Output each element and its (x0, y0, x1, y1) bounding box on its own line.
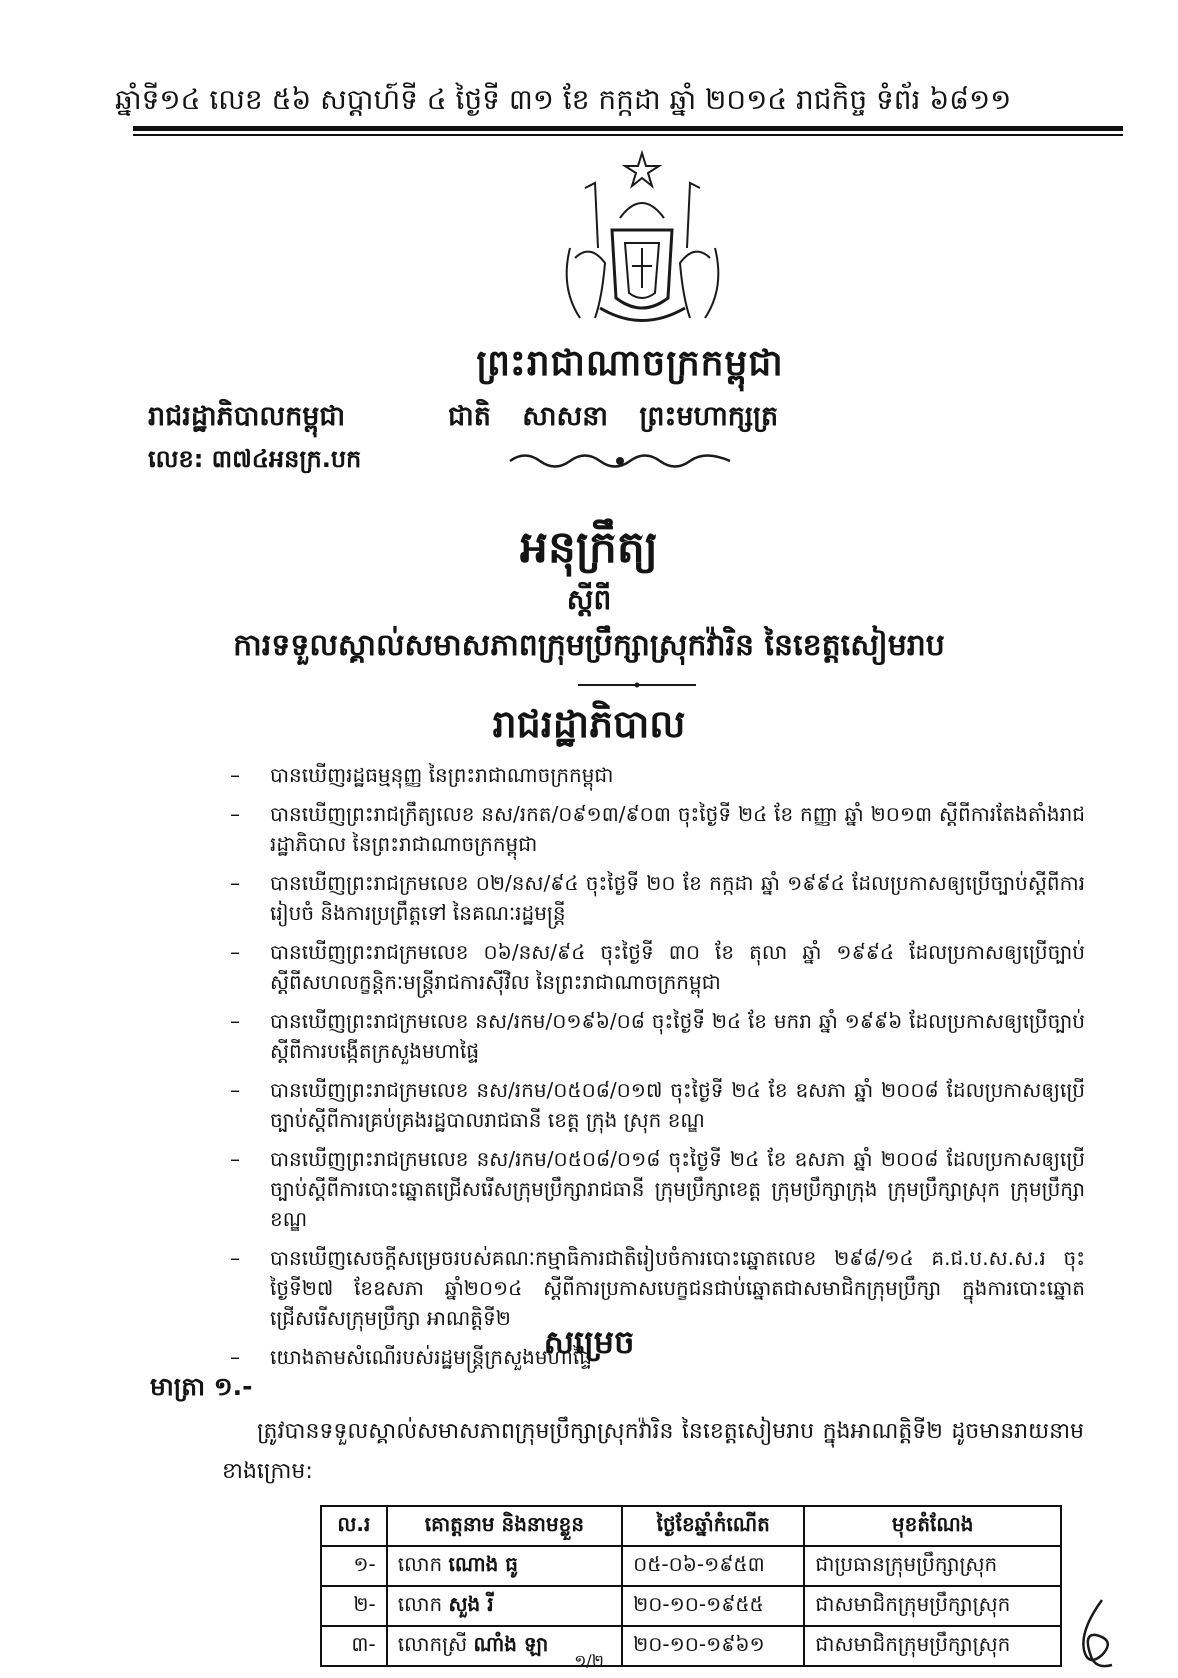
page-number: ១/២ (574, 1651, 604, 1670)
table-row (321, 1546, 1061, 1586)
decree-subject: ការទទួលស្គាល់សមាសភាពក្រុមប្រឹក្សាស្រុកវ៉ារិន នៃខេត្តសៀមរាប (233, 628, 945, 663)
member-name: ណោង ធូ (448, 1552, 518, 1576)
national-motto: ជាតិ សាសនា ព្រះមហាក្សត្រ (448, 401, 779, 432)
members-table (320, 1505, 1062, 1667)
cell-name (387, 1586, 622, 1626)
article-label: មាត្រា ១.- (150, 1372, 253, 1401)
cell-number: ២- (321, 1586, 387, 1626)
header-rule (133, 126, 1123, 131)
government-heading: រាជរដ្ឋាភិបាល (492, 702, 686, 746)
government-name: រាជរដ្ឋាភិបាលកម្ពុជា (148, 401, 346, 432)
consideration-item: – យោងតាមសំណើរបស់រដ្ឋមន្ត្រីក្រសួងមហាផ្ទៃ (230, 1342, 1085, 1372)
member-name: សួង រី (448, 1592, 494, 1616)
document-type: អនុក្រឹត្យ (520, 522, 658, 573)
cell-number: ៣- (321, 1626, 387, 1666)
cell-name (387, 1546, 622, 1586)
header-number: ល.រ (321, 1506, 387, 1546)
consideration-item: – បានឃើញព្រះរាជក្រមលេខ នស/រកម/០៥០៨/០១៧ ចុះថ្ងៃទី ២៤ ខែ ឧសភា ឆ្នាំ ២០០៨ ដែលប្រកាសឲ្យប្រើច្បាប់ស្តីពីការគ្រប់គ្រងរដ្ឋបាលរាជធានី ខេត្ត ក្រុង ស្រុក ខណ្ឌ (230, 1075, 1085, 1135)
handwritten-signature (1072, 1595, 1128, 1670)
consideration-item: – បានឃើញព្រះរាជក្រមលេខ នស/រកម/០១៩៦/០៨ ចុះថ្ងៃទី ២៤ ខែ មករា ឆ្នាំ ១៩៩៦ ដែលប្រកាសឲ្យប្រើច្បាប់ស្តីពីការបង្កើតក្រសួងមហាផ្ទៃ (230, 1006, 1085, 1066)
royal-arms-emblem (540, 148, 745, 333)
header-name: គោត្តនាម និងនាមខ្លួន (387, 1506, 622, 1546)
cell-birthdate: ២០-១០-១៩៥៥ (622, 1586, 804, 1626)
kingdom-title: ព្រះរាជាណាចក្រកម្ពុជា (476, 343, 784, 384)
considerations-list (230, 760, 1085, 1381)
cell-position: ជាសមាជិកក្រុមប្រឹក្សាស្រុក (804, 1626, 1061, 1666)
cell-birthdate: ០៥-០៦-១៩៥៣ (622, 1546, 804, 1586)
honorific: លោក (397, 1592, 443, 1616)
consideration-item: – បានឃើញរដ្ឋធម្មនុញ្ញ នៃព្រះរាជាណាចក្រកម្ពុជា (230, 760, 1085, 790)
header-birthdate: ថ្ងៃខែឆ្នាំកំណើត (622, 1506, 804, 1546)
decision-heading: សម្រេច (543, 1323, 635, 1361)
cell-number: ១- (321, 1546, 387, 1586)
cell-birthdate: ២០-១០-១៩៦១ (622, 1626, 804, 1666)
cell-position: ជាសមាជិកក្រុមប្រឹក្សាស្រុក (804, 1586, 1061, 1626)
ornament-divider (505, 450, 735, 472)
document-number: លេខ: ៣៧៤អនក្រ.បក (148, 445, 362, 473)
cell-position: ជាប្រធានក្រុមប្រឹក្សាស្រុក (804, 1546, 1061, 1586)
consideration-item: – បានឃើញសេចក្តីសម្រេចរបស់គណៈកម្មាធិការជាតិរៀបចំការបោះឆ្នោតលេខ ២៩៨/១៤ គ.ជ.ប.ស.ស.រ ចុះថ្ងៃទី២៧ ខែឧសភា ឆ្នាំ២០១៤ ស្តីពីការប្រកាសបេក្ខជនជាប់ឆ្នោតជាសមាជិកក្រុមប្រឹក្សា ក្នុងការបោះឆ្នោតជ្រើសរើសក្រុមប្រឹក្សា អាណត្តិទី២ (230, 1243, 1085, 1333)
table-row (321, 1586, 1061, 1626)
honorific: លោកស្រី (397, 1632, 468, 1656)
honorific: លោក (397, 1552, 443, 1576)
consideration-item: – បានឃើញព្រះរាជក្រមលេខ ០២/នស/៩៤ ចុះថ្ងៃទី ២០ ខែ កក្កដា ឆ្នាំ ១៩៩៤ ដែលប្រកាសឲ្យប្រើច្បាប់ស្តីពីការរៀបចំ និងការប្រព្រឹត្តទៅ នៃគណៈរដ្ឋមន្ត្រី (230, 868, 1085, 928)
header-position: មុខតំណែង (804, 1506, 1061, 1546)
about-label: ស្តីពី (566, 583, 612, 616)
gazette-header: ឆ្នាំទី១៤ លេខ ៥៦ សប្តាហ៍ទី ៤ ថ្ងៃទី ៣១ ខែ កក្កដា ឆ្នាំ ២០១៤ រាជកិច្ច ទំព័រ ៦៨១១ (115, 83, 1012, 116)
consideration-item: – បានឃើញព្រះរាជក្រមលេខ ០៦/នស/៩៤ ចុះថ្ងៃទី ៣០ ខែ តុលា ឆ្នាំ ១៩៩៤ ដែលប្រកាសឲ្យប្រើច្បាប់ស្តីពីសហលក្ខន្តិកៈមន្ត្រីរាជការស៊ីវិល នៃព្រះរាជាណាចក្រកម្ពុជា (230, 937, 1085, 997)
subject-divider (578, 682, 696, 688)
consideration-item: – បានឃើញព្រះរាជក្រឹត្យលេខ នស/រកត/០៩១៣/៩០៣ ចុះថ្ងៃទី ២៤ ខែ កញ្ញា ឆ្នាំ ២០១៣ ស្តីពីការតែងតាំងរាជរដ្ឋាភិបាល នៃព្រះរាជាណាចក្រកម្ពុជា (230, 799, 1085, 859)
article-text: ត្រូវបានទទួលស្គាល់សមាសភាពក្រុមប្រឹក្សាស្រុកវ៉ារិន នៃខេត្តសៀមរាប ក្នុងអាណត្តិទី២ ដូចមានរាយនាមខាងក្រោម: (222, 1419, 1084, 1484)
member-name: ណាំង ឡា (473, 1632, 549, 1656)
table-header-row (321, 1506, 1061, 1546)
consideration-item: – បានឃើញព្រះរាជក្រមលេខ នស/រកម/០៥០៨/០១៨ ចុះថ្ងៃទី ២៤ ខែ ឧសភា ឆ្នាំ ២០០៨ ដែលប្រកាសឲ្យប្រើច្បាប់ស្តីពីការបោះឆ្នោតជ្រើសរើសក្រុមប្រឹក្សារាជធានី ក្រុមប្រឹក្សាខេត្ត ក្រុមប្រឹក្សាក្រុង ក្រុមប្រឹក្សាស្រុក ក្រុមប្រឹក្សាខណ្ឌ (230, 1144, 1085, 1234)
header-rule-thin (133, 134, 1123, 136)
